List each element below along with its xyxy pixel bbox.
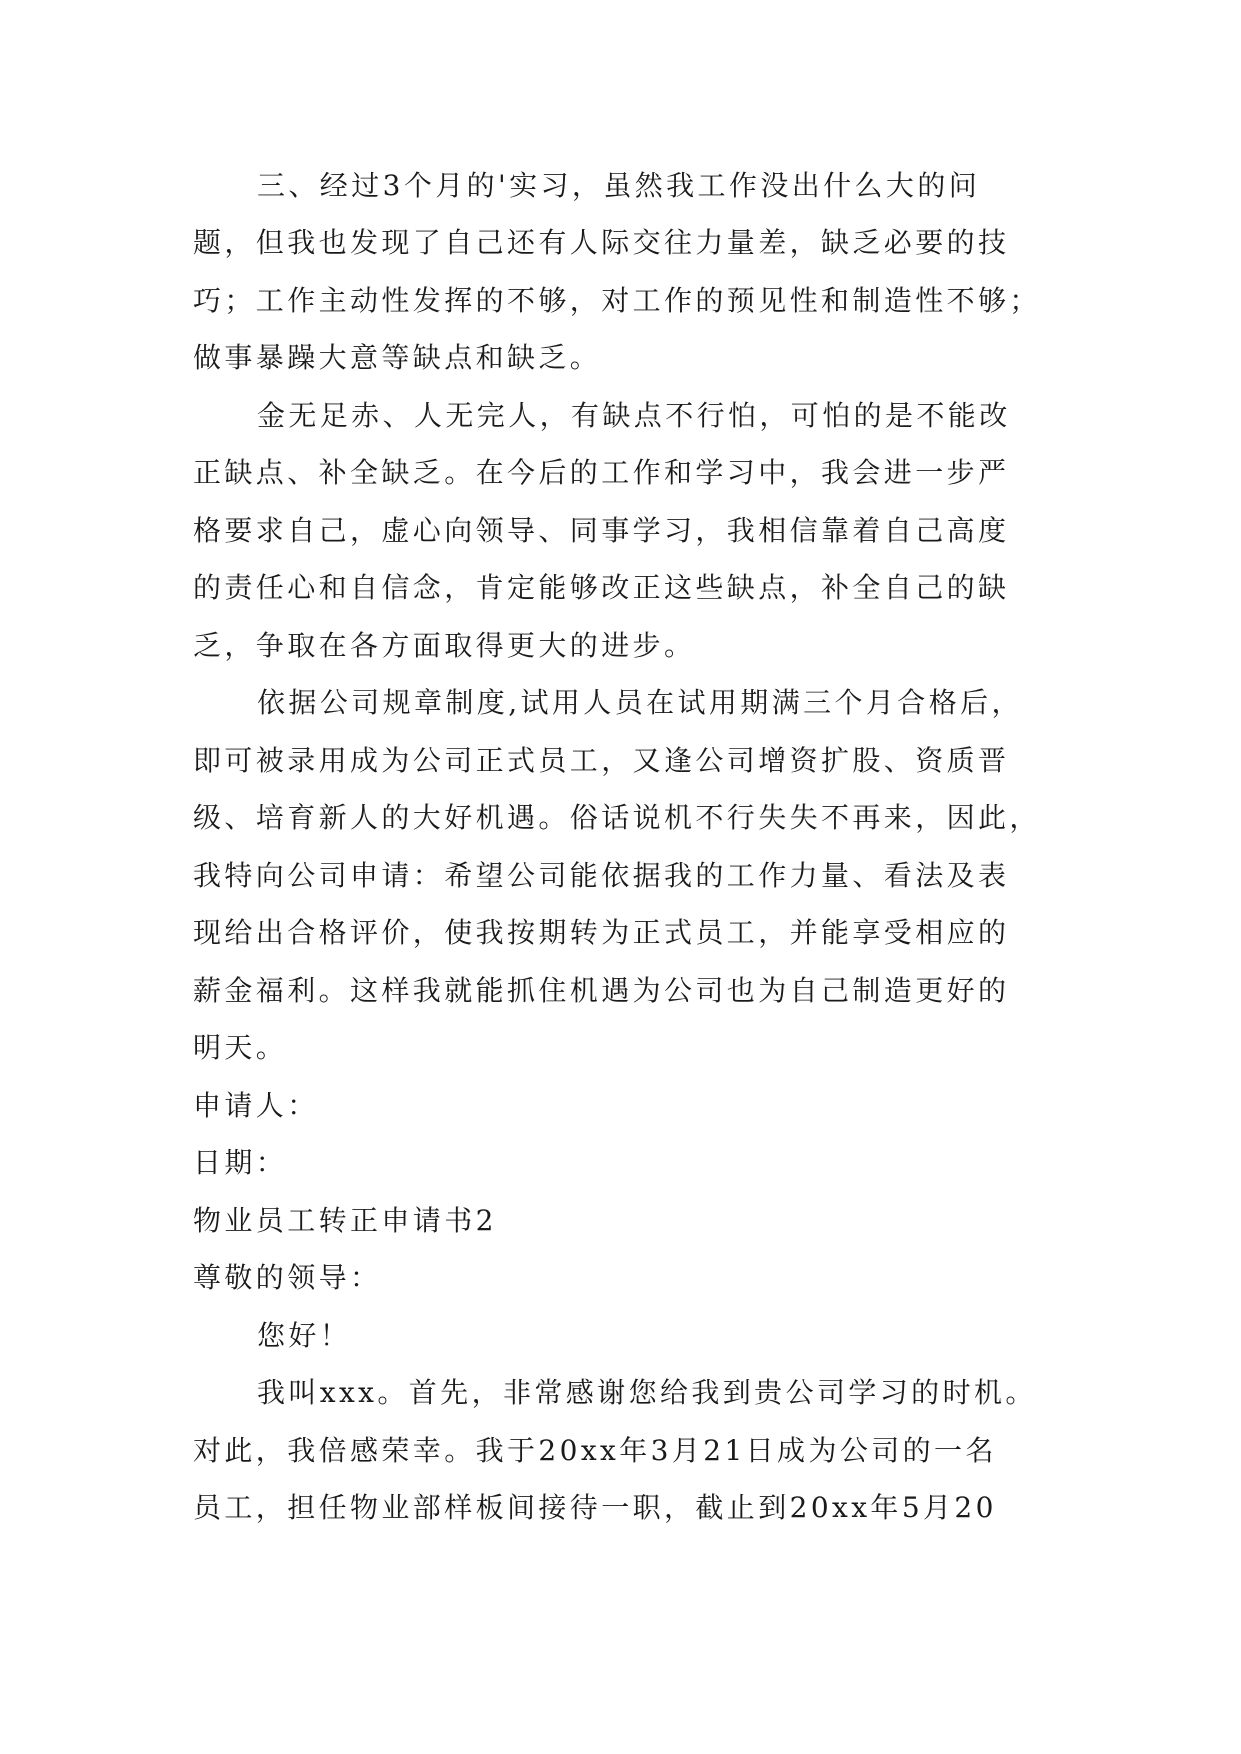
paragraph-line: 乏，争取在各方面取得更大的进步。 [193,629,696,662]
section-title: 物业员工转正申请书2 [193,1204,497,1237]
paragraph-line: 格要求自己，虚心向领导、同事学习，我相信靠着自己高度 [193,514,1010,547]
paragraph-line: 正缺点、补全缺乏。在今后的工作和学习中，我会进一步严 [193,456,1010,489]
date-label: 日期： [193,1146,288,1179]
paragraph-line: 的责任心和自信念，肯定能够改正这些缺点，补全自己的缺 [193,571,1010,604]
paragraph-line: 级、培育新人的大好机遇。俗话说机不行失失不再来，因此， [193,801,1041,834]
paragraph-line: 即可被录用成为公司正式员工，又逢公司增资扩股、资质晋 [193,744,1010,777]
salutation: 尊敬的领导： [193,1261,382,1294]
paragraph-line: 员工，担任物业部样板间接待一职，截止到20xx年5月20 [193,1491,997,1524]
paragraph-line: 现给出合格评价，使我按期转为正式员工，并能享受相应的 [193,916,1010,949]
paragraph-line: 对此，我倍感荣幸。我于20xx年3月21日成为公司的一名 [193,1434,997,1467]
paragraph-line: 我特向公司申请：希望公司能依据我的工作力量、看法及表 [193,859,1010,892]
paragraph-line: 薪金福利。这样我就能抓住机遇为公司也为自己制造更好的 [193,974,1010,1007]
paragraph-line: 三、经过3个月的'实习，虽然我工作没出什么大的问 [257,169,981,202]
paragraph-line: 我叫xxx。首先，非常感谢您给我到贵公司学习的时机。 [257,1376,1037,1409]
paragraph-line: 依据公司规章制度,试用人员在试用期满三个月合格后， [257,686,1023,719]
paragraph-line: 巧；工作主动性发挥的不够，对工作的预见性和制造性不够； [193,284,1041,317]
applicant-label: 申请人： [193,1089,319,1122]
paragraph-line: 明天。 [193,1031,288,1064]
paragraph-line: 题，但我也发现了自己还有人际交往力量差，缺乏必要的技 [193,226,1010,259]
paragraph-line: 做事暴躁大意等缺点和缺乏。 [193,341,602,374]
greeting: 您好！ [257,1319,352,1352]
paragraph-line: 金无足赤、人无完人，有缺点不行怕，可怕的是不能改 [257,399,1011,432]
